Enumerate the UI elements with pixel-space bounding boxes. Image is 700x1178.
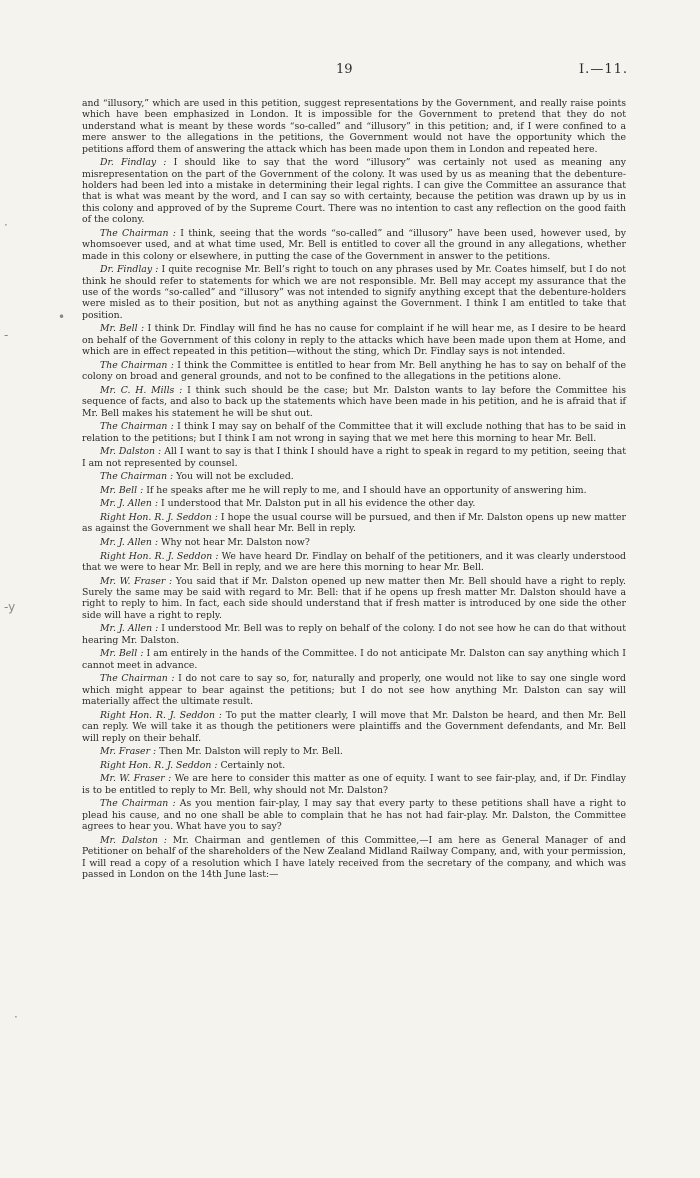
speaker-label: Mr. W. Fraser : bbox=[100, 575, 173, 587]
paragraph bbox=[82, 551, 626, 574]
paragraph bbox=[82, 760, 626, 771]
speaker-label: Mr. Bell : bbox=[100, 648, 144, 660]
speech-text: Mr. Chairman and gentlemen of this Committee,—I am here as General Manager of and Petitioner on behalf of the shareholders of the New Zealand Midland Railway Company, and, with your permission, I will read a copy of a resolution which I have lately received from the secretary of the company, and which was passed in London on the 14th June last:— bbox=[82, 834, 626, 881]
speech-text: All I want to say is that I think I should have a right to speak in regard to my petition, seeing that I am not represented by counsel. bbox=[82, 446, 626, 469]
speaker-label: The Chairman : bbox=[100, 798, 176, 810]
speech-text: If he speaks after me he will reply to me, and I should have an opportunity of answering him. bbox=[143, 484, 587, 496]
paragraph bbox=[82, 385, 626, 419]
speaker-label: Mr. Fraser : bbox=[100, 746, 157, 758]
speaker-label: Right Hon. R. J. Seddon : bbox=[100, 759, 218, 771]
margin-mark: -y bbox=[4, 600, 16, 614]
speaker-label: The Chairman : bbox=[100, 471, 174, 483]
speech-text: I am entirely in the hands of the Committee. I do not anticipate Mr. Dalston can say anything which I cannot meet in advance. bbox=[82, 648, 626, 671]
speech-text: Certainly not. bbox=[217, 759, 286, 771]
margin-mark: • bbox=[58, 310, 66, 324]
speech-text: You said that if Mr. Dalston opened up new matter then Mr. Bell should have a right to reply. Surely the same may be said with regard to Mr. Bell: that if he opens up fresh matter Mr. Dalston should have a right to reply to him. In fact, each side should understand that if fresh matter is introduced by one side the other side will have a right to reply. bbox=[82, 575, 627, 621]
speech-text: You will not be excluded. bbox=[173, 471, 294, 483]
paragraph bbox=[82, 623, 626, 646]
paragraph bbox=[82, 498, 626, 509]
paragraph bbox=[82, 446, 626, 469]
paragraph bbox=[82, 537, 626, 548]
paragraph bbox=[82, 264, 626, 321]
paragraph bbox=[82, 746, 626, 757]
speech-text: and “illusory,” which are used in this petition, suggest representations by the Government, and really raise points which have been emphasized in London. It is impossible for the Government to pretend that they do not understand what is meant by these words “so-called” and “illusory” in this petition; and, if I were confined to a mere answer to the allegations in the petitions, the Government would not have the opportunity which the petitions afford them of answering the attack which has been made upon them in London and repeated here. bbox=[82, 98, 626, 155]
speaker-label: The Chairman : bbox=[100, 359, 174, 371]
speaker-label: Dr. Findlay : bbox=[100, 157, 167, 169]
speech-text: Why not hear Mr. Dalston now? bbox=[158, 537, 310, 549]
speech-text: I do not care to say so, for, naturally and properly, one would not like to say one single word which might appear to bear against the petitions; but I do not see how anything Mr. Dalston can say will materially affect the ultimate result. bbox=[82, 673, 626, 708]
paragraph bbox=[82, 648, 626, 671]
speech-text: I think the Committee is entitled to hear from Mr. Bell anything he has to say on behalf of the colony on broad and general grounds, and not to be confined to the allegations in the petitions alone. bbox=[82, 359, 627, 383]
speech-text: To put the matter clearly, I will move that Mr. Dalston be heard, and then Mr. Bell can reply. We will take it as though the petitioners were plaintiffs and the Government defendants, and Mr. Bell will reply on their behalf. bbox=[82, 709, 626, 744]
speaker-label: Right Hon. R. J. Seddon : bbox=[100, 512, 218, 524]
speaker-label: The Chairman : bbox=[100, 227, 176, 239]
speech-text: I think Dr. Findlay will find he has no cause for complaint if he will hear me, as I desire to be heard on behalf of the Government of this colony in reply to the attacks which have been made upon them at Home, and which are in effect repeated in this petition—without the sting, which Dr. Findlay says is not intended. bbox=[82, 323, 626, 358]
speaker-label: Mr. Dalston : bbox=[100, 834, 167, 846]
page-number: 19 bbox=[336, 62, 353, 77]
paragraph bbox=[82, 228, 626, 262]
speaker-label: Mr. Bell : bbox=[100, 484, 144, 496]
speaker-label: The Chairman : bbox=[100, 421, 174, 433]
paragraph bbox=[82, 710, 626, 744]
speaker-label: Mr. W. Fraser : bbox=[100, 773, 172, 785]
paragraph bbox=[82, 798, 626, 832]
paragraph bbox=[82, 421, 626, 444]
speaker-label: Right Hon. R. J. Seddon : bbox=[100, 709, 222, 721]
speech-text: I understood Mr. Bell was to reply on behalf of the colony. I do not see how he can do that without hearing Mr. Dalston. bbox=[82, 623, 626, 646]
speech-text: We have heard Dr. Findlay on behalf of the petitioners, and it was clearly understood that we were to hear Mr. Bell in reply, and we are here this morning to hear Mr. Bell. bbox=[82, 550, 626, 574]
speech-text: I hope the usual course will be pursued, and then if Mr. Dalston opens up new matter as against the Government we shall hear Mr. Bell in reply. bbox=[82, 512, 626, 535]
speaker-label: Dr. Findlay : bbox=[100, 264, 159, 276]
speech-text: We are here to consider this matter as one of equity. I want to see fair-play, and, if Dr. Findlay is to be entitled to reply to Mr. Bell, why should not Mr. Dalston? bbox=[82, 773, 627, 796]
speaker-label: Mr. J. Allen : bbox=[100, 623, 159, 635]
speaker-label: Mr. Dalston : bbox=[100, 446, 162, 458]
paragraph bbox=[82, 98, 626, 155]
speaker-label: Right Hon. R. J. Seddon : bbox=[100, 550, 219, 562]
speech-text: I think, seeing that the words “so-called” and “illusory” have been used, however used, by whomsoever used, and at what time used, Mr. Bell is entitled to cover all the ground in any allegations, whether made in this colony or elsewhere, in putting the case of the Government in answer to the petitions. bbox=[82, 227, 627, 262]
speech-text: I understood that Mr. Dalston put in all his evidence the other day. bbox=[158, 498, 476, 510]
paragraph bbox=[82, 157, 626, 225]
paragraph bbox=[82, 835, 626, 881]
paragraph bbox=[82, 485, 626, 496]
paragraph bbox=[82, 773, 626, 796]
margin-mark: · bbox=[14, 1010, 18, 1024]
report-code: I.—11. bbox=[579, 62, 628, 77]
speaker-label: Mr. J. Allen : bbox=[100, 537, 159, 549]
paragraph bbox=[82, 471, 626, 482]
paragraph bbox=[82, 576, 626, 622]
page-header bbox=[0, 62, 700, 82]
speaker-label: Mr. J. Allen : bbox=[100, 498, 159, 510]
speech-text: As you mention fair-play, I may say that every party to these petitions shall have a right to plead his cause, and no one shall be able to complain that he has not had fair-play. Mr. Dalston, the Committee agrees to hear you. What have you to say? bbox=[82, 798, 627, 833]
margin-mark: - bbox=[4, 328, 9, 342]
minutes-of-evidence-text bbox=[82, 98, 626, 883]
speaker-label: Mr. C. H. Mills : bbox=[100, 384, 183, 396]
speech-text: I should like to say that the word “illusory” was certainly not used as meaning any misrepresentation on the part of the Government of the colony. It was used by us as meaning that the debenture-holders had been led into a mistake in determining their legal rights. I can give the Committee an assurance that that is what was meant by the word, and I can say so with certainty, because the petition was drawn up by us in this colony and approved of by the Supreme Court. There was no intention to cast any reflection on the good faith of the colony. bbox=[82, 157, 626, 226]
paragraph bbox=[82, 323, 626, 357]
paragraph bbox=[82, 673, 626, 707]
speech-text: I think I may say on behalf of the Committee that it will exclude nothing that has to be said in relation to the petitions; but I think I am not wrong in saying that we met here this morning to hear Mr. Bell. bbox=[82, 421, 627, 444]
speech-text: I quite recognise Mr. Bell’s right to touch on any phrases used by Mr. Coates himself, but I do not think he should refer to statements for which we are not responsible. Mr. Bell may accept my assurance that the use of the words “so-called” and “illusory” was not intended to signify anything except that the debenture-holders were misled as to their position, but not as anything against the Government. I think I am entitled to take that position. bbox=[82, 264, 626, 321]
paragraph bbox=[82, 360, 626, 383]
speech-text: Then Mr. Dalston will reply to Mr. Bell. bbox=[156, 746, 343, 758]
paragraph bbox=[82, 512, 626, 535]
speaker-label: Mr. Bell : bbox=[100, 323, 145, 335]
speech-text: I think such should be the case; but Mr. Dalston wants to lay before the Committee his sequence of facts, and also to back up the statements which have been made in his petition, and he is afraid that if Mr. Bell makes his statement he will be shut out. bbox=[82, 384, 626, 419]
speaker-label: The Chairman : bbox=[100, 673, 175, 685]
margin-mark: · bbox=[4, 218, 8, 232]
